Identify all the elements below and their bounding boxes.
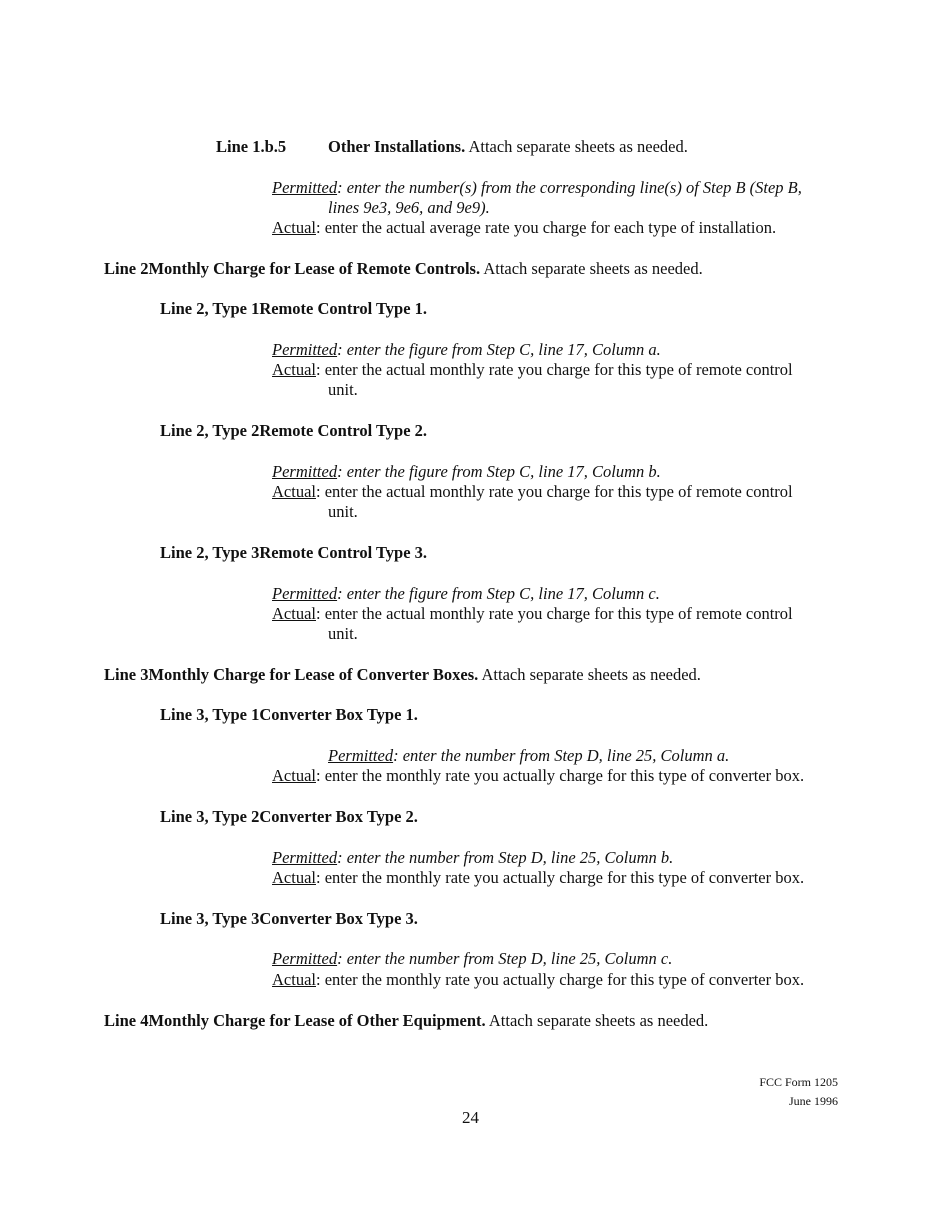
- line-2-type-1-heading: [160, 298, 427, 319]
- permitted-label: Permitted: [272, 178, 338, 197]
- permitted-text: : enter the number from Step D, line 25, Column c.: [337, 949, 673, 968]
- actual-label: Actual: [272, 360, 316, 379]
- line-2-type-2-title: Line 2, Type 2Remote Control Type 2.: [160, 421, 428, 440]
- line-2-type-3-permitted: [272, 583, 660, 604]
- line-2-type-2-heading: [160, 420, 427, 441]
- actual-label: Actual: [272, 970, 316, 989]
- actual-text-cont: unit.: [328, 502, 358, 521]
- line-2-type-1-actual: [272, 359, 793, 380]
- actual-text: : enter the monthly rate you actually charge for this type of converter box.: [315, 766, 805, 785]
- line-2-type-1-actual-cont: [328, 379, 358, 400]
- form-name: FCC Form 1205: [759, 1075, 838, 1089]
- line-3-type-1-actual: [272, 765, 804, 786]
- line-2-type-1-title: Line 2, Type 1Remote Control Type 1.: [160, 299, 428, 318]
- actual-label: Actual: [272, 604, 316, 623]
- permitted-label: Permitted: [272, 949, 338, 968]
- line-2-type-2-actual-cont: [328, 501, 358, 522]
- form-date: June 1996: [789, 1094, 838, 1108]
- permitted-text: : enter the number(s) from the corresponding line(s) of Step B (Step B,: [337, 178, 802, 197]
- permitted-label: Permitted: [328, 746, 394, 765]
- line-1b5-permitted-cont: [328, 197, 490, 218]
- permitted-text: : enter the number from Step D, line 25, Column a.: [393, 746, 730, 765]
- line-1b5-title: [328, 136, 688, 157]
- actual-label: Actual: [272, 868, 316, 887]
- actual-text: : enter the monthly rate you actually charge for this type of converter box.: [315, 868, 805, 887]
- line-3-type-2-permitted: [272, 847, 673, 868]
- line-3-type-2-actual: [272, 867, 804, 888]
- permitted-text: : enter the figure from Step C, line 17, Column b.: [337, 462, 661, 481]
- line-3-type-1-permitted: [328, 745, 729, 766]
- actual-text: : enter the monthly rate you actually charge for this type of converter box.: [315, 970, 805, 989]
- line-4-note: Attach separate sheets as needed.: [488, 1011, 709, 1030]
- form-footer: [759, 1074, 838, 1109]
- permitted-text: : enter the number from Step D, line 25, Column b.: [337, 848, 674, 867]
- line-1b5-id: Line 1.b.5: [216, 137, 287, 156]
- page-number: 24: [462, 1108, 479, 1127]
- line-1b5-title-bold: Other Installations.: [328, 137, 466, 156]
- line-3-type-1-heading: [160, 704, 418, 725]
- actual-text: : enter the actual average rate you charge for each type of installation.: [315, 218, 777, 237]
- line-3-heading: [104, 664, 701, 685]
- line-3-type-2-title: Line 3, Type 2Converter Box Type 2.: [160, 807, 418, 826]
- actual-text-cont: unit.: [328, 624, 358, 643]
- line-2-type-2-actual: [272, 481, 793, 502]
- line-3-type-2-heading: [160, 806, 418, 827]
- line-1b5-title-note: Attach separate sheets as needed.: [468, 137, 688, 156]
- actual-label: Actual: [272, 766, 316, 785]
- line-2-heading: [104, 258, 703, 279]
- line-3-type-3-actual: [272, 969, 804, 990]
- line-2-type-3-actual: [272, 603, 793, 624]
- line-1b5-permitted: [272, 177, 802, 198]
- line-3-note: Attach separate sheets as needed.: [481, 665, 701, 684]
- line-4-heading: [104, 1010, 708, 1031]
- line-3-type-3-title: Line 3, Type 3Converter Box Type 3.: [160, 909, 418, 928]
- permitted-label: Permitted: [272, 340, 338, 359]
- permitted-label: Permitted: [272, 462, 338, 481]
- permitted-text: : enter the figure from Step C, line 17, Column c.: [337, 584, 660, 603]
- actual-text-cont: unit.: [328, 380, 358, 399]
- line-3-type-1-title: Line 3, Type 1Converter Box Type 1.: [160, 705, 418, 724]
- permitted-label: Permitted: [272, 848, 338, 867]
- line-4-title: Line 4Monthly Charge for Lease of Other Equipment.: [104, 1011, 486, 1030]
- line-2-type-2-permitted: [272, 461, 661, 482]
- line-1b5-actual: [272, 217, 776, 238]
- line-2-type-1-permitted: [272, 339, 661, 360]
- line-1b5-heading: [216, 136, 286, 157]
- actual-label: Actual: [272, 482, 316, 501]
- line-3-type-3-heading: [160, 908, 418, 929]
- actual-label: Actual: [272, 218, 316, 237]
- line-2-title: Line 2Monthly Charge for Lease of Remote Controls.: [104, 259, 481, 278]
- line-2-note: Attach separate sheets as needed.: [483, 259, 703, 278]
- permitted-text: : enter the figure from Step C, line 17, Column a.: [337, 340, 661, 359]
- permitted-label: Permitted: [272, 584, 338, 603]
- line-3-title: Line 3Monthly Charge for Lease of Converter Boxes.: [104, 665, 479, 684]
- actual-text: : enter the actual monthly rate you charge for this type of remote control: [315, 360, 793, 379]
- line-2-type-3-heading: [160, 542, 427, 563]
- line-2-type-3-title: Line 2, Type 3Remote Control Type 3.: [160, 543, 428, 562]
- actual-text: : enter the actual monthly rate you charge for this type of remote control: [315, 604, 793, 623]
- permitted-text-cont: lines 9e3, 9e6, and 9e9).: [328, 198, 490, 217]
- actual-text: : enter the actual monthly rate you charge for this type of remote control: [315, 482, 793, 501]
- line-2-type-3-actual-cont: [328, 623, 358, 644]
- line-3-type-3-permitted: [272, 948, 672, 969]
